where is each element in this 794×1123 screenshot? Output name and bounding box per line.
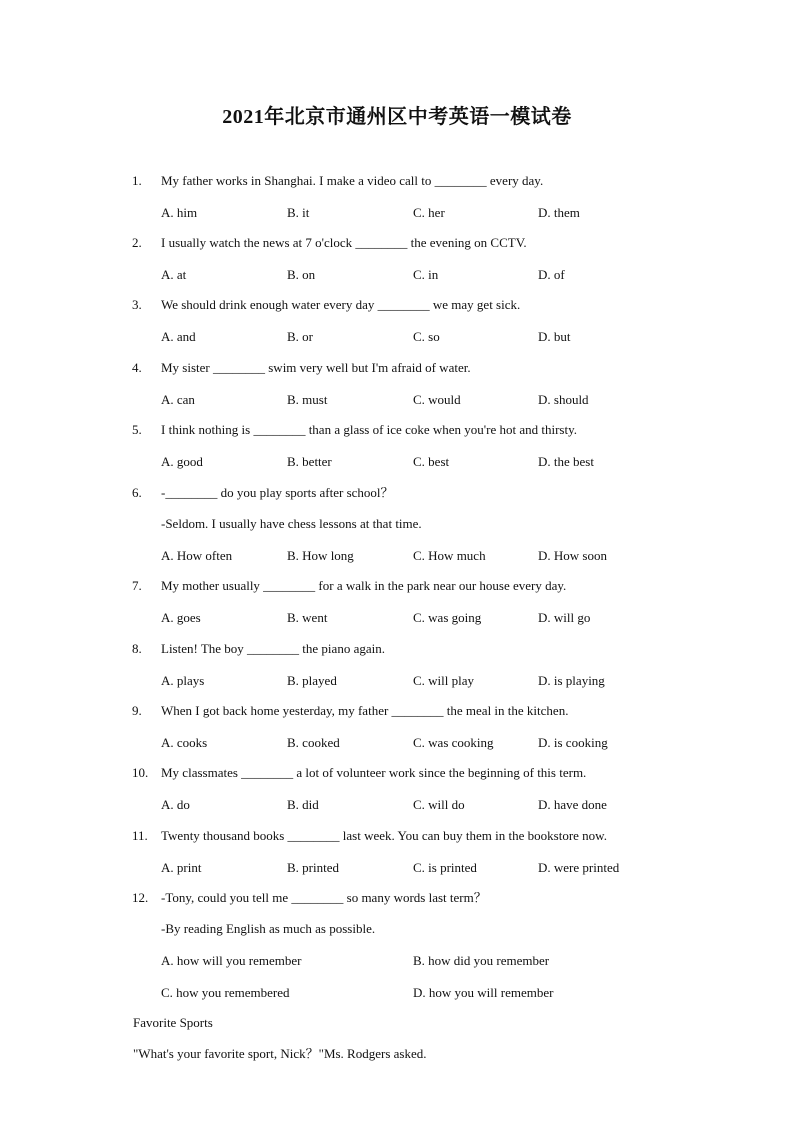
question-number: 7. <box>132 578 142 593</box>
option-c: C. so <box>413 329 440 344</box>
option-d: D. them <box>538 205 580 220</box>
option-b: B. on <box>287 267 316 282</box>
option-a: A. do <box>161 797 190 812</box>
question-number: 11. <box>132 828 148 843</box>
option-d: D. How soon <box>538 548 607 563</box>
option-b: B. or <box>287 329 313 344</box>
option-d: D. should <box>538 392 589 407</box>
option-a: A. how will you remember <box>161 953 302 968</box>
option-c: C. is printed <box>413 860 477 875</box>
question-number: 9. <box>132 703 142 718</box>
option-a: A. cooks <box>161 735 208 750</box>
option-b: B. did <box>287 797 319 812</box>
option-b: B. cooked <box>287 735 340 750</box>
passage-title: Favorite Sports <box>133 1015 213 1030</box>
question-response: -By reading English as much as possible. <box>161 921 376 936</box>
option-d: D. of <box>538 267 565 282</box>
option-c: C. was going <box>413 610 482 625</box>
option-c: C. was cooking <box>413 735 494 750</box>
question-text: Twenty thousand books ________ last week. You can buy them in the bookstore now. <box>161 828 607 843</box>
option-d: D. is playing <box>538 673 605 688</box>
page-title: 2021年北京市通州区中考英语一模试卷 <box>222 106 572 128</box>
option-d: D. is cooking <box>538 735 608 750</box>
option-a: A. can <box>161 392 195 407</box>
option-c: C. will play <box>413 673 475 688</box>
question-text: -________ do you play sports after school？ <box>161 485 394 500</box>
question-text: I think nothing is ________ than a glass of ice coke when you're hot and thirsty. <box>161 422 577 437</box>
option-c: C. would <box>413 392 461 407</box>
question-text: My father works in Shanghai. I make a video call to ________ every day. <box>161 173 544 188</box>
option-a: A. print <box>161 860 202 875</box>
option-a: A. goes <box>161 610 201 625</box>
option-a: A. plays <box>161 673 205 688</box>
question-response: -Seldom. I usually have chess lessons at that time. <box>161 516 422 531</box>
option-b: B. it <box>287 205 310 220</box>
option-a: A. good <box>161 454 203 469</box>
passage-first-line: "What's your favorite sport, Nick？"Ms. Rodgers asked. <box>133 1046 427 1061</box>
option-b: B. went <box>287 610 328 625</box>
question-number: 3. <box>132 297 142 312</box>
question-number: 8. <box>132 641 142 656</box>
option-a: A. and <box>161 329 196 344</box>
option-d: D. the best <box>538 454 594 469</box>
option-a: A. How often <box>161 548 233 563</box>
question-number: 6. <box>132 485 142 500</box>
option-d: D. but <box>538 329 571 344</box>
option-c: C. in <box>413 267 439 282</box>
question-text: -Tony, could you tell me ________ so many words last term？ <box>161 890 487 905</box>
question-text: Listen! The boy ________ the piano again. <box>161 641 385 656</box>
option-d: D. were printed <box>538 860 620 875</box>
option-b: B. How long <box>287 548 354 563</box>
option-c: C. her <box>413 205 445 220</box>
question-text: We should drink enough water every day ________ we may get sick. <box>161 297 521 312</box>
option-b: B. played <box>287 673 337 688</box>
option-c: C. How much <box>413 548 486 563</box>
option-d: D. have done <box>538 797 607 812</box>
option-d: D. how you will remember <box>413 985 554 1000</box>
question-number: 12. <box>132 890 149 905</box>
option-d: D. will go <box>538 610 591 625</box>
question-number: 2. <box>132 235 142 250</box>
option-c: C. will do <box>413 797 465 812</box>
question-text: My mother usually ________ for a walk in the park near our house every day. <box>161 578 567 593</box>
question-text: I usually watch the news at 7 o'clock ________ the evening on CCTV. <box>161 235 527 250</box>
option-c: C. best <box>413 454 450 469</box>
question-number: 10. <box>132 765 149 780</box>
option-b: B. must <box>287 392 328 407</box>
option-b: B. better <box>287 454 332 469</box>
question-number: 4. <box>132 360 142 375</box>
option-a: A. him <box>161 205 198 220</box>
option-b: B. printed <box>287 860 339 875</box>
question-text: When I got back home yesterday, my father ________ the meal in the kitchen. <box>161 703 569 718</box>
question-text: My sister ________ swim very well but I'm afraid of water. <box>161 360 471 375</box>
option-c: C. how you remembered <box>161 985 290 1000</box>
question-number: 5. <box>132 422 142 437</box>
option-b: B. how did you remember <box>413 953 550 968</box>
option-a: A. at <box>161 267 187 282</box>
question-number: 1. <box>132 173 142 188</box>
question-text: My classmates ________ a lot of volunteer work since the beginning of this term. <box>161 765 587 780</box>
